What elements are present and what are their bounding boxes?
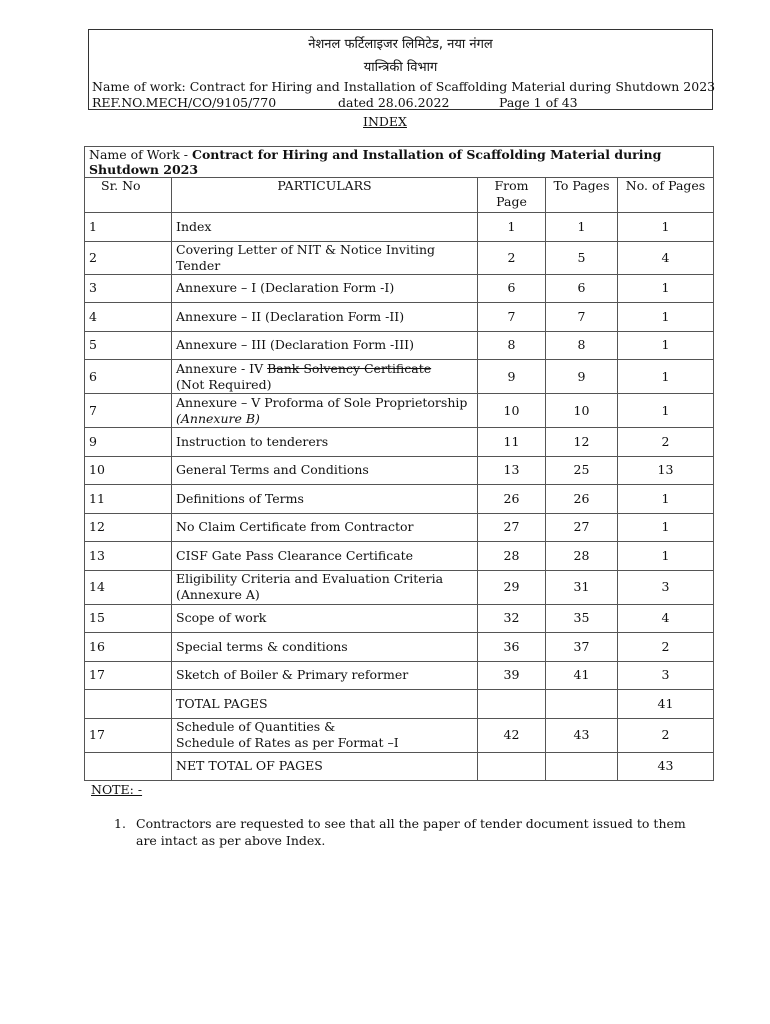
row-from-page: 6 [478, 274, 546, 303]
row-particulars-line2: (Annexure B) [176, 410, 260, 426]
row-no-of-pages: 3 [618, 661, 714, 690]
row-no-of-pages: 1 [618, 485, 714, 514]
row-sr-no [85, 752, 172, 781]
reference-line [92, 95, 578, 110]
header-to-pages: To Pages [546, 178, 618, 213]
table-title-work: Contract for Hiring and Installation of Scaffolding Material during Shutdown 2023 [89, 147, 662, 177]
row-from-page: 32 [478, 604, 546, 633]
row-particulars-line1: Eligibility Criteria and Evaluation Criteria [176, 571, 444, 586]
row-from-page: 27 [478, 513, 546, 542]
table-header-row [85, 178, 714, 213]
row-sr-no: 13 [85, 542, 172, 571]
row-particulars: No Claim Certificate from Contractor [172, 513, 478, 542]
table-title-row [85, 147, 714, 178]
table-row [85, 604, 714, 633]
table-row [85, 303, 714, 332]
row-sr-no: 4 [85, 303, 172, 332]
row-sr-no: 15 [85, 604, 172, 633]
row-no-of-pages: 41 [618, 690, 714, 719]
row-no-of-pages: 4 [618, 604, 714, 633]
company-name-hindi: नेशनल फर्टिलाइजर लिमिटेड, नया नंगल [308, 37, 493, 52]
row-particulars-line2: (Not Required) [176, 376, 272, 392]
table-row [85, 213, 714, 242]
row-particulars-line1: Annexure – V Proforma of Sole Proprietorship [176, 394, 468, 410]
row-particulars [172, 360, 478, 394]
row-no-of-pages: 2 [618, 718, 714, 752]
row-particulars: Covering Letter of NIT & Notice Inviting Tender [172, 241, 478, 274]
row-no-of-pages: 1 [618, 303, 714, 332]
table-row [85, 360, 714, 394]
row-to-pages: 41 [546, 661, 618, 690]
row-to-pages: 31 [546, 570, 618, 604]
row-particulars [172, 570, 478, 604]
row-to-pages: 10 [546, 394, 618, 428]
row-particulars-line1: Schedule of Quantities & [176, 719, 336, 734]
row-particulars: Annexure – I (Declaration Form -I) [172, 274, 478, 303]
row-sr-no: 2 [85, 241, 172, 274]
row-from-page: 13 [478, 456, 546, 485]
row-particulars: Annexure – III (Declaration Form -III) [172, 331, 478, 360]
row-to-pages [546, 690, 618, 719]
row-to-pages: 7 [546, 303, 618, 332]
row-to-pages: 1 [546, 213, 618, 242]
row-no-of-pages: 1 [618, 513, 714, 542]
row-particulars: TOTAL PAGES [172, 690, 478, 719]
row-sr-no: 1 [85, 213, 172, 242]
row-no-of-pages: 3 [618, 570, 714, 604]
row-to-pages: 25 [546, 456, 618, 485]
row-sr-no: 7 [85, 394, 172, 428]
index-title: INDEX [363, 114, 407, 129]
department-name-hindi: यान्त्रिकी विभाग [363, 60, 438, 75]
row-from-page: 26 [478, 485, 546, 514]
row-from-page: 36 [478, 633, 546, 662]
index-table [84, 146, 714, 781]
row-sr-no: 9 [85, 428, 172, 457]
row-particulars: Special terms & conditions [172, 633, 478, 662]
row-from-page: 42 [478, 718, 546, 752]
row-from-page [478, 690, 546, 719]
row-from-page: 9 [478, 360, 546, 394]
table-row [85, 718, 714, 752]
table-row [85, 690, 714, 719]
row-from-page: 2 [478, 241, 546, 274]
row-particulars: Instruction to tenderers [172, 428, 478, 457]
row-from-page: 11 [478, 428, 546, 457]
row-particulars: General Terms and Conditions [172, 456, 478, 485]
row-sr-no: 17 [85, 661, 172, 690]
table-row [85, 428, 714, 457]
table-row [85, 394, 714, 428]
row-sr-no: 12 [85, 513, 172, 542]
note-title: NOTE: - [91, 782, 143, 797]
row-sr-no: 6 [85, 360, 172, 394]
header-no-of-pages: No. of Pages [618, 178, 714, 213]
row-sr-no: 5 [85, 331, 172, 360]
table-row [85, 485, 714, 514]
row-from-page: 1 [478, 213, 546, 242]
row-particulars: Annexure – II (Declaration Form -II) [172, 303, 478, 332]
row-sr-no: 10 [85, 456, 172, 485]
row-no-of-pages: 2 [618, 633, 714, 662]
note-item [114, 815, 694, 849]
document-header [88, 29, 716, 110]
row-particulars [172, 394, 478, 428]
table-row [85, 241, 714, 274]
row-no-of-pages: 1 [618, 360, 714, 394]
table-row [85, 331, 714, 360]
note-item-number: 1. [114, 816, 126, 831]
row-particulars: Definitions of Terms [172, 485, 478, 514]
row-no-of-pages: 13 [618, 456, 714, 485]
row-to-pages: 8 [546, 331, 618, 360]
row-from-page: 39 [478, 661, 546, 690]
page-number: Page 1 of 43 [499, 95, 578, 110]
table-row [85, 274, 714, 303]
row-from-page: 28 [478, 542, 546, 571]
row-to-pages: 37 [546, 633, 618, 662]
row-particulars: Index [172, 213, 478, 242]
header-from-page: From Page [478, 178, 546, 213]
row-particulars-line2: (Annexure A) [176, 587, 260, 602]
row-sr-no: 3 [85, 274, 172, 303]
header-particulars: PARTICULARS [172, 178, 478, 213]
table-title [85, 147, 714, 178]
row-no-of-pages: 1 [618, 213, 714, 242]
row-to-pages [546, 752, 618, 781]
row-to-pages: 26 [546, 485, 618, 514]
row-from-page: 8 [478, 331, 546, 360]
row-to-pages: 6 [546, 274, 618, 303]
row-no-of-pages: 1 [618, 394, 714, 428]
table-row [85, 661, 714, 690]
table-row [85, 513, 714, 542]
row-particulars: Sketch of Boiler & Primary reformer [172, 661, 478, 690]
row-from-page: 7 [478, 303, 546, 332]
row-to-pages: 27 [546, 513, 618, 542]
row-no-of-pages: 1 [618, 274, 714, 303]
row-sr-no: 11 [85, 485, 172, 514]
reference-number: REF.NO.MECH/CO/9105/770 [92, 95, 277, 110]
table-row [85, 456, 714, 485]
row-particulars-line1: Annexure - IV [176, 360, 268, 376]
row-no-of-pages: 2 [618, 428, 714, 457]
row-particulars-struck-text: Bank Solvency Certificate [267, 360, 432, 376]
row-particulars: CISF Gate Pass Clearance Certificate [172, 542, 478, 571]
table-row [85, 542, 714, 571]
row-particulars: NET TOTAL OF PAGES [172, 752, 478, 781]
row-no-of-pages: 1 [618, 331, 714, 360]
row-to-pages: 12 [546, 428, 618, 457]
row-from-page [478, 752, 546, 781]
row-no-of-pages: 4 [618, 241, 714, 274]
row-no-of-pages: 43 [618, 752, 714, 781]
row-to-pages: 43 [546, 718, 618, 752]
row-from-page: 10 [478, 394, 546, 428]
row-sr-no [85, 690, 172, 719]
row-no-of-pages: 1 [618, 542, 714, 571]
row-to-pages: 5 [546, 241, 618, 274]
table-row [85, 633, 714, 662]
document-date: dated 28.06.2022 [338, 95, 450, 110]
table-title-prefix: Name of Work - [89, 147, 192, 162]
row-sr-no: 17 [85, 718, 172, 752]
row-to-pages: 35 [546, 604, 618, 633]
work-name: Name of work: Contract for Hiring and Installation of Scaffolding Material during Shutdown 2023 [92, 79, 716, 94]
row-sr-no: 14 [85, 570, 172, 604]
row-particulars [172, 718, 478, 752]
note-item-text: Contractors are requested to see that all the paper of tender document issued to them are intact as per above Index. [136, 816, 686, 848]
row-to-pages: 28 [546, 542, 618, 571]
row-from-page: 29 [478, 570, 546, 604]
row-sr-no: 16 [85, 633, 172, 662]
row-to-pages: 9 [546, 360, 618, 394]
header-sr-no: Sr. No [85, 178, 172, 213]
table-row [85, 570, 714, 604]
table-row [85, 752, 714, 781]
row-particulars: Scope of work [172, 604, 478, 633]
row-particulars-line2: Schedule of Rates as per Format –I [176, 735, 399, 750]
